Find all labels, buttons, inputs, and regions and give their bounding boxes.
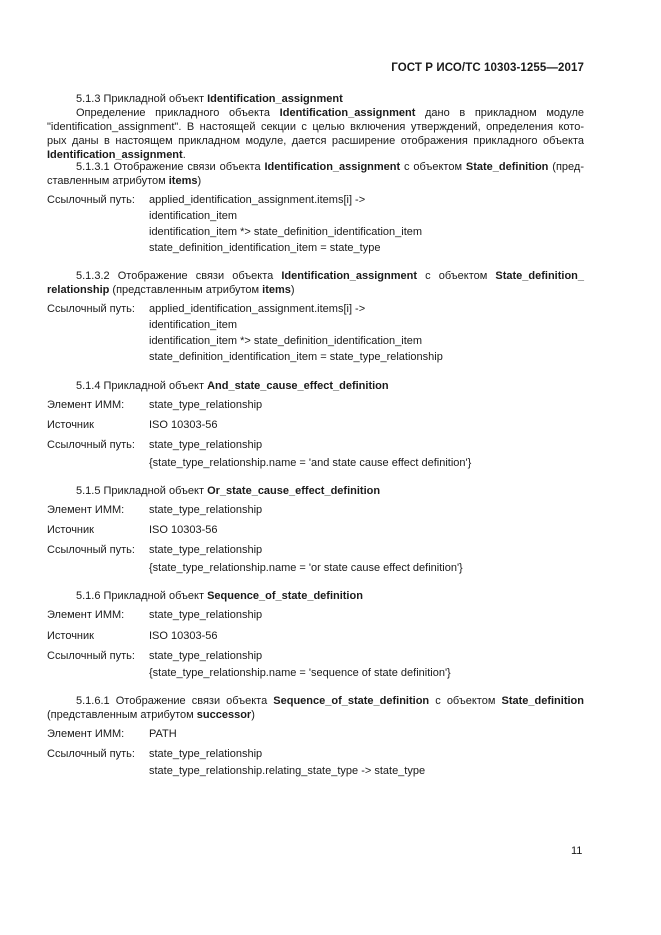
reference-path-line: identification_item *> state_definition_identification_item (149, 226, 423, 238)
reference-path-line: {state_type_relationship.name = 'sequence of state definition'} (149, 667, 451, 679)
reference-path-line: state_type_relationship (149, 544, 263, 556)
reference-path-line: {state_type_relationship.name = 'and state cause effect definition'} (149, 457, 472, 469)
reference-path-line: state_type_relationship.relating_state_type -> state_type (149, 765, 426, 777)
section-5-1-6-1-heading-line-2: (представленным атрибутом successor) (47, 709, 255, 721)
element-value: state_type_relationship (149, 399, 263, 411)
element-value: state_type_relationship (149, 504, 263, 516)
element-value: state_type_relationship (149, 609, 263, 621)
section-5-1-6-heading: 5.1.6 Прикладной объект Sequence_of_state_definition (76, 590, 363, 602)
section-5-1-3-para-line-2: "identification_assignment". В настоящей секции с целью включения утверждений, определения кото- (47, 121, 584, 133)
element-value: PATH (149, 728, 177, 740)
element-label: Элемент ИММ: (47, 609, 125, 621)
element-label: Элемент ИММ: (47, 728, 125, 740)
reference-path-line: applied_identification_assignment.items[i] -> (149, 303, 366, 315)
section-5-1-3-2-heading-line-1: 5.1.3.2 Отображение связи объекта Identification_assignment с объектом State_definition_ (76, 270, 585, 282)
reference-path-label: Ссылочный путь: (47, 194, 135, 206)
reference-path-line: identification_item (149, 319, 238, 331)
source-value: ISO 10303-56 (149, 419, 218, 431)
reference-path-line: state_definition_identification_item = state_type_relationship (149, 351, 443, 363)
standard-header: ГОСТ Р ИСО/ТС 10303-1255—2017 (391, 62, 584, 74)
source-label: Источник (47, 630, 94, 642)
reference-path-label: Ссылочный путь: (47, 748, 135, 760)
source-value: ISO 10303-56 (149, 524, 218, 536)
section-5-1-3-heading: 5.1.3 Прикладной объект Identification_assignment (76, 93, 343, 105)
reference-path-label: Ссылочный путь: (47, 303, 135, 315)
reference-path-line: {state_type_relationship.name = 'or state cause effect definition'} (149, 562, 463, 574)
section-5-1-3-2-heading-line-2: relationship (представленным атрибутом items) (47, 284, 295, 296)
section-5-1-3-1-heading-line-1: 5.1.3.1 Отображение связи объекта Identification_assignment с объектом State_definition (пред- (76, 161, 584, 173)
source-label: Источник (47, 524, 94, 536)
reference-path-line: identification_item (149, 210, 238, 222)
reference-path-line: identification_item *> state_definition_identification_item (149, 335, 423, 347)
element-label: Элемент ИММ: (47, 504, 125, 516)
reference-path-line: applied_identification_assignment.items[i] -> (149, 194, 366, 206)
page-number: 11 (571, 845, 583, 857)
reference-path-label: Ссылочный путь: (47, 650, 135, 662)
source-label: Источник (47, 419, 94, 431)
section-5-1-5-heading: 5.1.5 Прикладной объект Or_state_cause_effect_definition (76, 485, 381, 497)
section-5-1-3-para-line-4: Identification_assignment. (47, 149, 186, 161)
reference-path-line: state_definition_identification_item = state_type (149, 242, 381, 254)
section-5-1-3-para-line-1: Определение прикладного объекта Identification_assignment дано в прикладном модуле (76, 107, 584, 119)
section-5-1-3-1-heading-line-2: ставленным атрибутом items) (47, 175, 202, 187)
reference-path-label: Ссылочный путь: (47, 439, 135, 451)
reference-path-line: state_type_relationship (149, 439, 263, 451)
section-5-1-6-1-heading-line-1: 5.1.6.1 Отображение связи объекта Sequence_of_state_definition с объектом State_definition (76, 695, 584, 707)
source-value: ISO 10303-56 (149, 630, 218, 642)
reference-path-line: state_type_relationship (149, 748, 263, 760)
element-label: Элемент ИММ: (47, 399, 125, 411)
reference-path-line: state_type_relationship (149, 650, 263, 662)
reference-path-label: Ссылочный путь: (47, 544, 135, 556)
section-5-1-3-para-line-3: рых даны в настоящем прикладном модуле, дается расширение отображения прикладного объекта (47, 135, 584, 147)
section-5-1-4-heading: 5.1.4 Прикладной объект And_state_cause_effect_definition (76, 380, 389, 392)
